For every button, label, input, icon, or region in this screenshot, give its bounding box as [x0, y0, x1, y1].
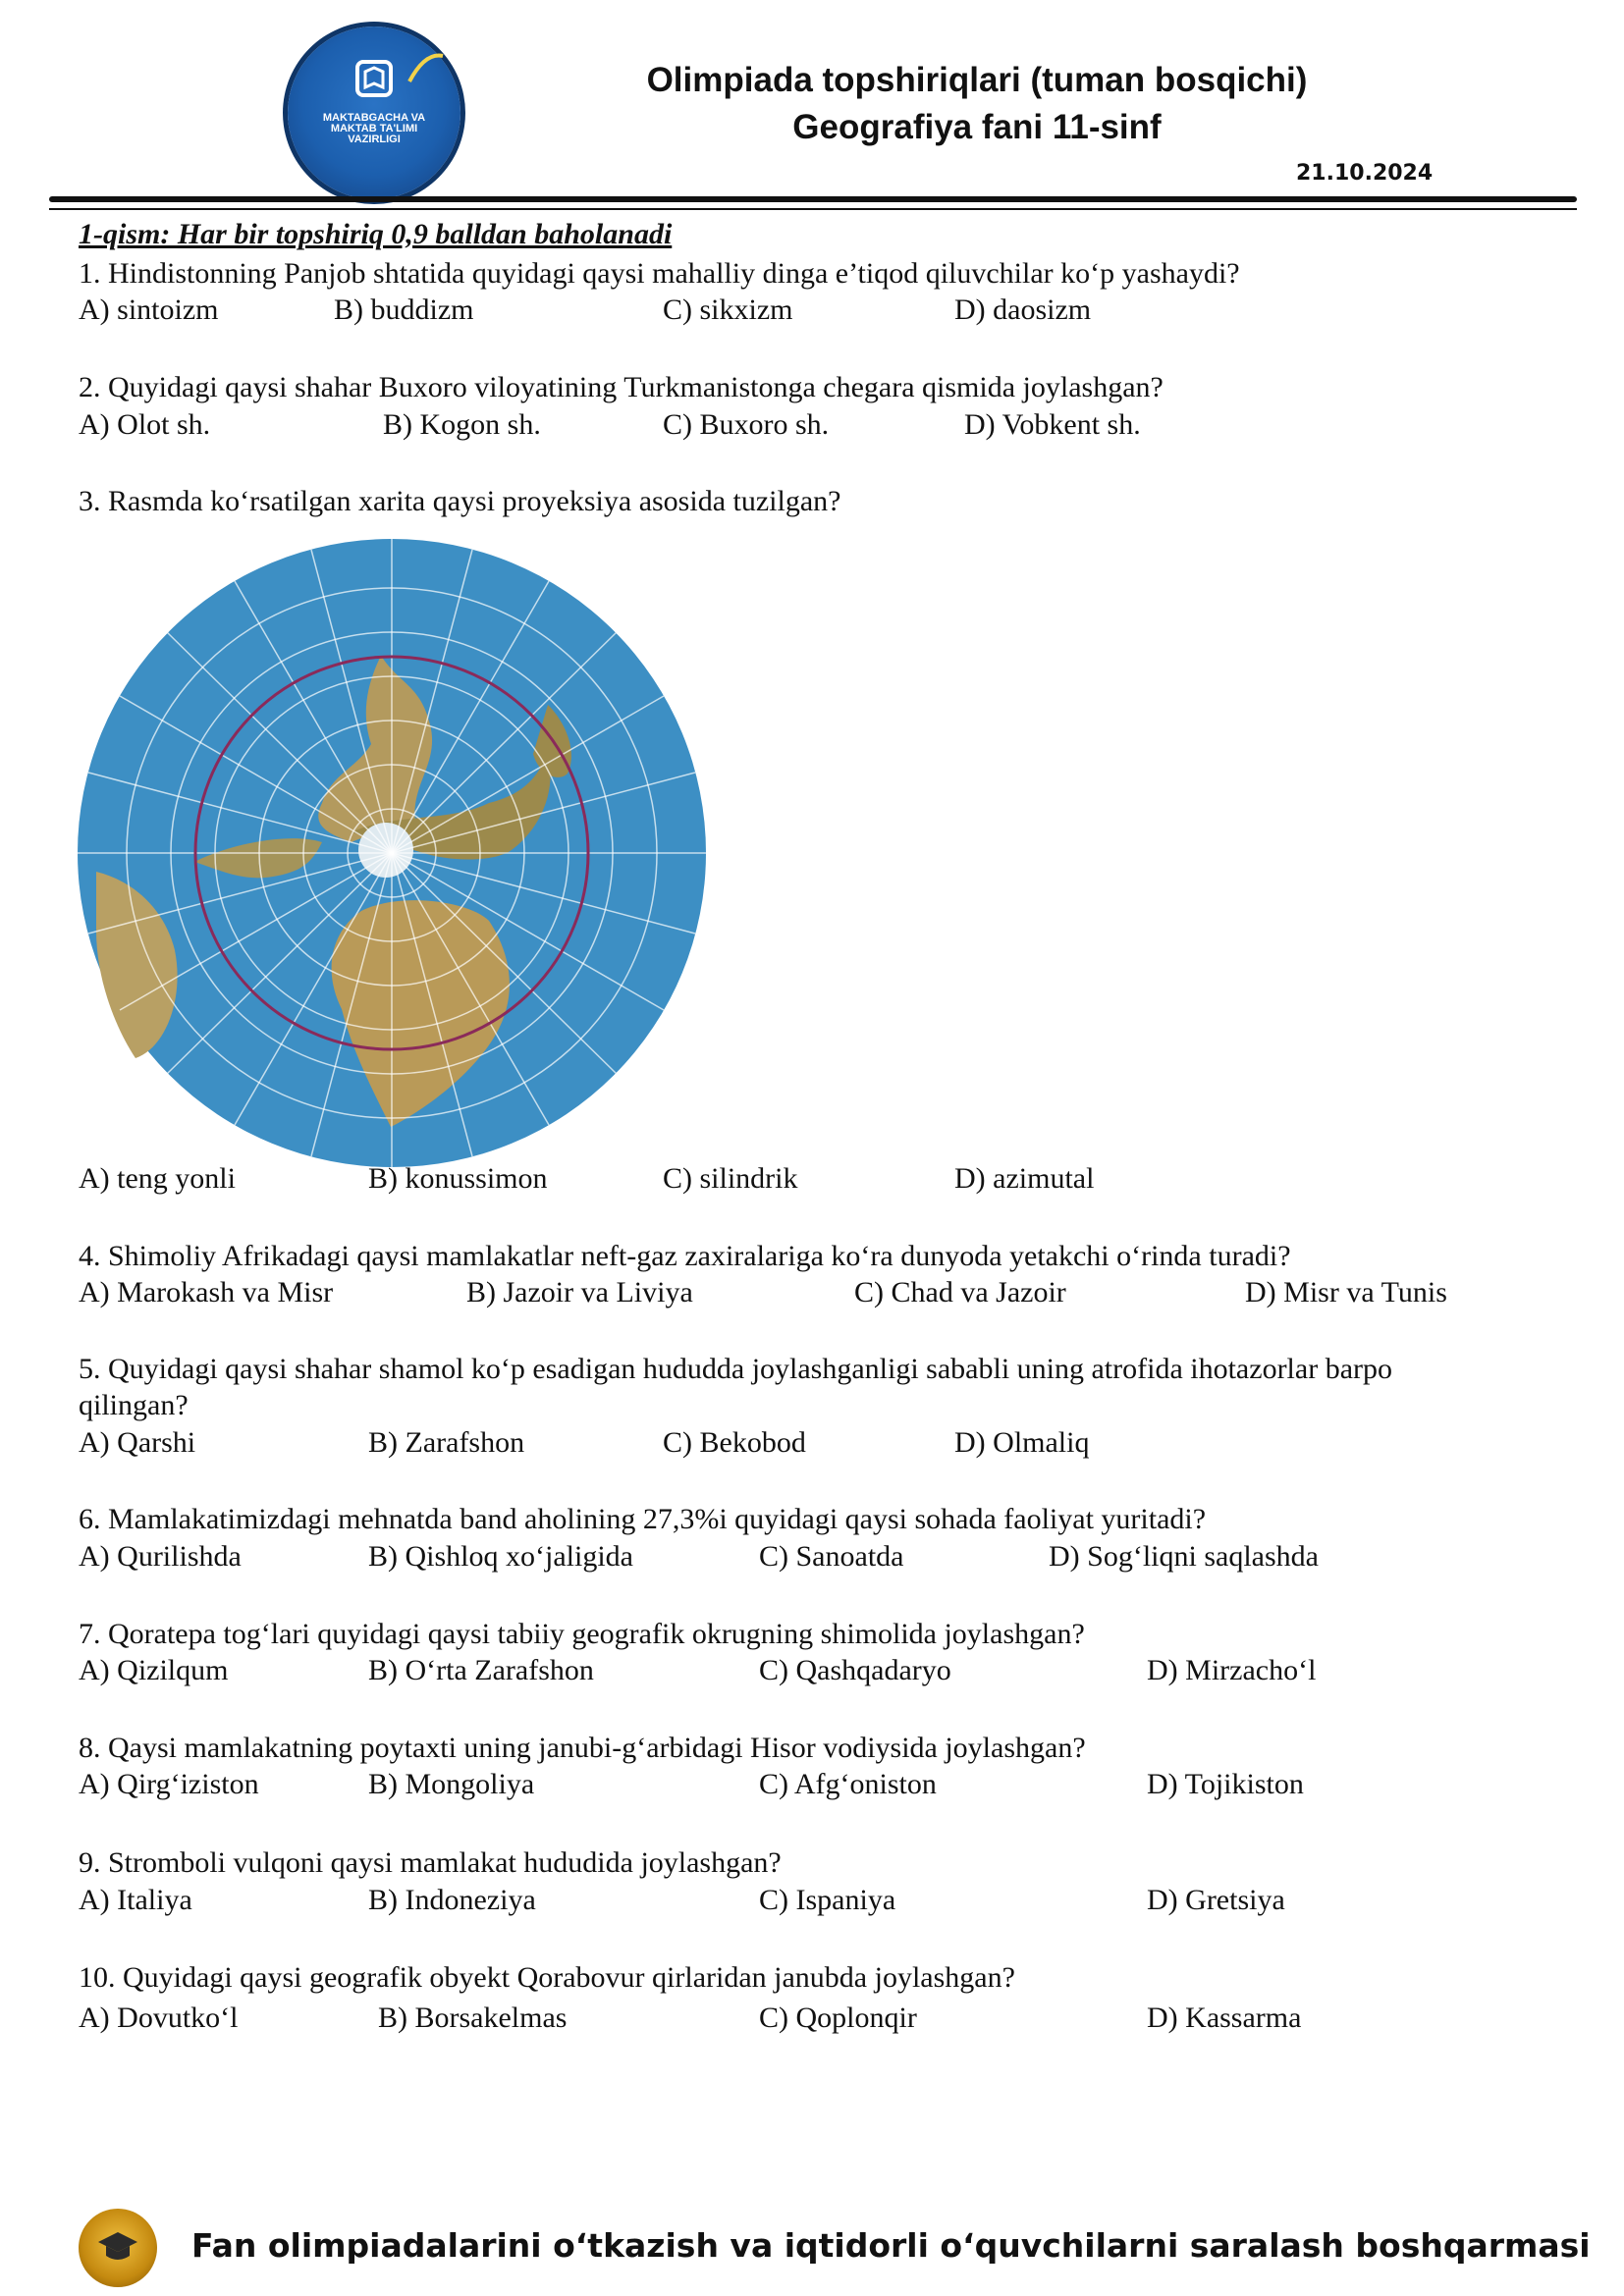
q8-option-a[interactable]: A) Qirg‘iziston: [79, 1768, 259, 1800]
q3-option-d[interactable]: D) azimutal: [954, 1162, 1095, 1195]
footer-logo: [79, 2209, 157, 2287]
header-rule: [49, 196, 1577, 202]
q1-option-b[interactable]: B) buddizm: [334, 294, 474, 326]
q9-option-d[interactable]: D) Gretsiya: [1147, 1884, 1285, 1916]
ministry-logo: [288, 27, 460, 199]
q7-option-b[interactable]: B) O‘rta Zarafshon: [368, 1654, 594, 1686]
book-icon: [350, 54, 399, 103]
q5-option-d[interactable]: D) Olmaliq: [954, 1426, 1090, 1459]
q10-option-d[interactable]: D) Kassarma: [1147, 2002, 1302, 2034]
question-5: 5. Quyidagi qaysi shahar shamol ko‘p esadigan hududda joylashganligi sababli uning atrofida ihotazorlar barpo: [79, 1353, 1393, 1385]
q9-option-a[interactable]: A) Italiya: [79, 1884, 192, 1916]
q5-option-a[interactable]: A) Qarshi: [79, 1426, 196, 1459]
q6-option-b[interactable]: B) Qishloq xo‘jaligida: [368, 1540, 633, 1573]
page-title: Olimpiada topshiriqlari (tuman bosqichi): [646, 61, 1308, 99]
question-5-continued: qilingan?: [79, 1389, 189, 1421]
question-3: 3. Rasmda ko‘rsatilgan xarita qaysi proyeksiya asosida tuzilgan?: [79, 485, 841, 517]
q8-option-c[interactable]: C) Afg‘oniston: [759, 1768, 937, 1800]
q7-option-d[interactable]: D) Mirzacho‘l: [1147, 1654, 1317, 1686]
q3-option-a[interactable]: A) teng yonli: [79, 1162, 236, 1195]
question-9: 9. Stromboli vulqoni qaysi mamlakat hududida joylashgan?: [79, 1846, 782, 1879]
azimuthal-map: [77, 538, 707, 1168]
q9-option-c[interactable]: C) Ispaniya: [759, 1884, 896, 1916]
question-8: 8. Qaysi mamlakatning poytaxti uning janubi-g‘arbidagi Hisor vodiysida joylashgan?: [79, 1732, 1086, 1764]
swoosh-icon: [406, 48, 445, 87]
graduation-cap-icon: [96, 2228, 139, 2268]
q10-option-a[interactable]: A) Dovutko‘l: [79, 2002, 239, 2034]
header-rule-thin: [49, 208, 1577, 210]
q4-option-b[interactable]: B) Jazoir va Liviya: [466, 1276, 693, 1308]
question-7: 7. Qoratepa tog‘lari quyidagi qaysi tabiiy geografik okrugning shimolida joylashgan?: [79, 1618, 1085, 1650]
q7-option-c[interactable]: C) Qashqadaryo: [759, 1654, 951, 1686]
q1-option-c[interactable]: C) sikxizm: [663, 294, 793, 326]
question-1: 1. Hindistonning Panjob shtatida quyidagi qaysi mahalliy dinga e’tiqod qiluvchilar ko‘p yashaydi?: [79, 257, 1240, 290]
section-title: 1-qism: Har bir topshiriq 0,9 balldan baholanadi: [79, 218, 673, 250]
q4-option-a[interactable]: A) Marokash va Misr: [79, 1276, 334, 1308]
footer-text: Fan olimpiadalarini o‘tkazish va iqtidorli o‘quvchilarni saralash boshqarmasi: [191, 2226, 1591, 2265]
page-subtitle: Geografiya fani 11-sinf: [792, 108, 1162, 146]
q3-option-c[interactable]: C) silindrik: [663, 1162, 798, 1195]
q4-option-d[interactable]: D) Misr va Tunis: [1245, 1276, 1447, 1308]
q1-option-a[interactable]: A) sintoizm: [79, 294, 219, 326]
q8-option-d[interactable]: D) Tojikiston: [1147, 1768, 1304, 1800]
q9-option-b[interactable]: B) Indoneziya: [368, 1884, 536, 1916]
q6-option-c[interactable]: C) Sanoatda: [759, 1540, 904, 1573]
question-2: 2. Quyidagi qaysi shahar Buxoro viloyatining Turkmanistonga chegara qismida joylashgan?: [79, 371, 1164, 403]
q3-option-b[interactable]: B) konussimon: [368, 1162, 548, 1195]
q1-option-d[interactable]: D) daosizm: [954, 294, 1092, 326]
q4-option-c[interactable]: C) Chad va Jazoir: [854, 1276, 1066, 1308]
q8-option-b[interactable]: B) Mongoliya: [368, 1768, 535, 1800]
question-4: 4. Shimoliy Afrikadagi qaysi mamlakatlar neft-gaz zaxiralariga ko‘ra dunyoda yetakchi o‘rinda turadi?: [79, 1240, 1291, 1272]
q6-option-a[interactable]: A) Qurilishda: [79, 1540, 242, 1573]
q5-option-c[interactable]: C) Bekobod: [663, 1426, 806, 1459]
q6-option-d[interactable]: D) Sog‘liqni saqlashda: [1049, 1540, 1319, 1573]
question-6: 6. Mamlakatimizdagi mehnatda band aholining 27,3%i quyidagi qaysi sohada faoliyat yuritadi?: [79, 1503, 1207, 1535]
q2-option-a[interactable]: A) Olot sh.: [79, 408, 211, 441]
q2-option-d[interactable]: D) Vobkent sh.: [964, 408, 1141, 441]
question-10: 10. Quyidagi qaysi geografik obyekt Qorabovur qirlaridan janubda joylashgan?: [79, 1961, 1015, 1994]
q2-option-b[interactable]: B) Kogon sh.: [383, 408, 541, 441]
q10-option-c[interactable]: C) Qoplonqir: [759, 2002, 917, 2034]
q5-option-b[interactable]: B) Zarafshon: [368, 1426, 525, 1459]
q2-option-c[interactable]: C) Buxoro sh.: [663, 408, 830, 441]
q10-option-b[interactable]: B) Borsakelmas: [378, 2002, 568, 2034]
exam-date: 21.10.2024: [1296, 161, 1434, 186]
q7-option-a[interactable]: A) Qizilqum: [79, 1654, 229, 1686]
logo-text: MAKTABGACHA VA MAKTAB TA'LIMI VAZIRLIGI: [322, 112, 426, 145]
